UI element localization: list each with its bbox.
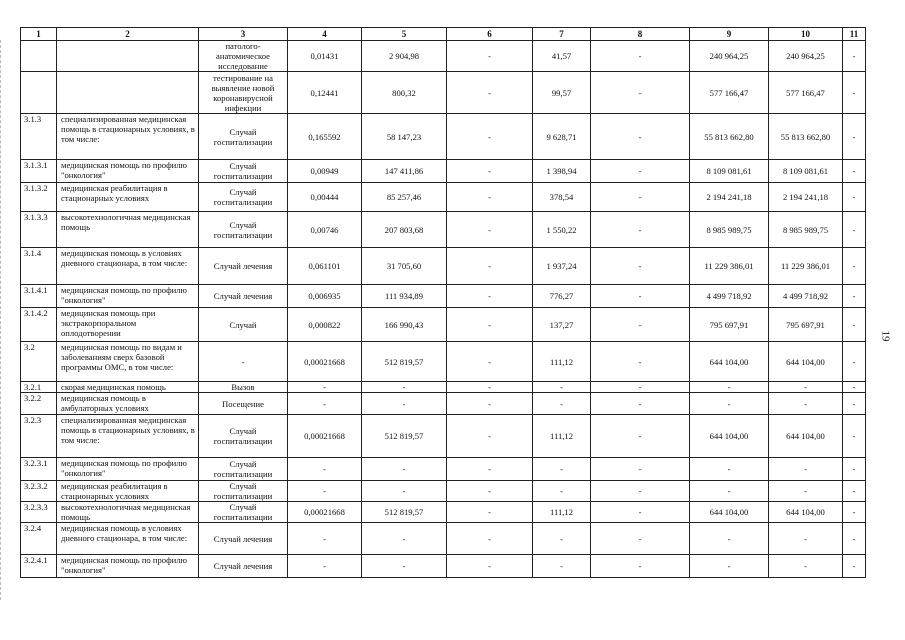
cell-cost-per-unit: 800,32	[362, 72, 447, 114]
cell-cost-per-unit: -	[362, 481, 447, 502]
col-header: 8	[591, 28, 690, 41]
table-row	[21, 393, 866, 415]
cell-col-11: -	[843, 502, 866, 523]
cell-omc-amount: 644 104,00	[769, 342, 843, 382]
cell-cost-per-unit: -	[362, 555, 447, 578]
cell-row-name: медицинская реабилитация в стационарных условиях	[57, 481, 199, 502]
cell-unit: Случай госпитализации	[199, 481, 288, 502]
cell-col-6: -	[447, 481, 533, 502]
cell-row-name: медицинская помощь в амбулаторных условиях	[57, 393, 199, 415]
cell-col-11: -	[843, 41, 866, 72]
table-row	[21, 285, 866, 308]
cell-total-amount: 4 499 718,92	[690, 285, 769, 308]
cell-col-8: -	[591, 160, 690, 183]
cell-volume: -	[288, 393, 362, 415]
cell-cost-per-unit: 512 819,57	[362, 342, 447, 382]
cell-per-capita: 378,54	[533, 183, 591, 212]
cell-col-6: -	[447, 248, 533, 285]
table-body	[21, 28, 866, 578]
cell-col-6: -	[447, 41, 533, 72]
cell-col-11: -	[843, 183, 866, 212]
cell-volume: 0,00444	[288, 183, 362, 212]
cell-unit: Случай госпитализации	[199, 114, 288, 160]
cell-row-name: медицинская помощь по видам и заболеваниям сверх базовой программы ОМС, в том числе:	[57, 342, 199, 382]
cell-omc-amount: -	[769, 523, 843, 555]
cell-volume: 0,12441	[288, 72, 362, 114]
cell-omc-amount: 644 104,00	[769, 415, 843, 458]
cell-total-amount: 644 104,00	[690, 342, 769, 382]
cell-col-8: -	[591, 342, 690, 382]
table-row	[21, 212, 866, 248]
cell-per-capita: 111,12	[533, 502, 591, 523]
col-header: 9	[690, 28, 769, 41]
cell-cost-per-unit: 207 803,68	[362, 212, 447, 248]
cell-col-11: -	[843, 458, 866, 481]
cell-unit: Случай госпитализации	[199, 212, 288, 248]
cell-volume: -	[288, 523, 362, 555]
cell-col-11: -	[843, 248, 866, 285]
cell-col-11: -	[843, 285, 866, 308]
cell-col-8: -	[591, 72, 690, 114]
col-header: 10	[769, 28, 843, 41]
cell-volume: -	[288, 555, 362, 578]
cell-row-code: 3.2.2	[21, 393, 57, 415]
cell-col-11: -	[843, 160, 866, 183]
cell-omc-amount: 4 499 718,92	[769, 285, 843, 308]
cell-row-code: 3.1.4.2	[21, 308, 57, 342]
cell-col-8: -	[591, 183, 690, 212]
cell-col-6: -	[447, 415, 533, 458]
cell-col-8: -	[591, 41, 690, 72]
cell-unit: Случай госпитализации	[199, 502, 288, 523]
cell-col-11: -	[843, 308, 866, 342]
binding-edge	[0, 40, 7, 600]
cell-per-capita: -	[533, 523, 591, 555]
cell-per-capita: 1 550,22	[533, 212, 591, 248]
cell-row-code: 3.1.3.2	[21, 183, 57, 212]
cell-row-code	[21, 72, 57, 114]
cell-row-name: медицинская помощь по профилю "онкология"	[57, 555, 199, 578]
cell-row-code: 3.1.3	[21, 114, 57, 160]
cell-omc-amount: -	[769, 393, 843, 415]
table-row	[21, 481, 866, 502]
cell-row-name: медицинская помощь по профилю "онкология"	[57, 458, 199, 481]
cell-omc-amount: -	[769, 458, 843, 481]
cell-omc-amount: -	[769, 555, 843, 578]
table-row	[21, 41, 866, 72]
cell-per-capita: -	[533, 393, 591, 415]
cell-volume: 0,00021668	[288, 342, 362, 382]
cell-unit: Случай лечения	[199, 248, 288, 285]
cell-row-name: медицинская помощь в условиях дневного стационара, в том числе:	[57, 248, 199, 285]
cell-row-name: скорая медицинская помощь	[57, 382, 199, 393]
cell-col-11: -	[843, 114, 866, 160]
cell-row-name: медицинская помощь при экстракорпоральном оплодотворении	[57, 308, 199, 342]
cell-volume: 0,165592	[288, 114, 362, 160]
cell-total-amount: 644 104,00	[690, 502, 769, 523]
table-row	[21, 308, 866, 342]
cell-omc-amount: 240 964,25	[769, 41, 843, 72]
cell-per-capita: -	[533, 555, 591, 578]
cell-total-amount: 795 697,91	[690, 308, 769, 342]
cell-row-name	[57, 41, 199, 72]
cell-row-code: 3.1.4	[21, 248, 57, 285]
cell-col-8: -	[591, 248, 690, 285]
cell-total-amount: -	[690, 393, 769, 415]
table-row	[21, 458, 866, 481]
cell-total-amount: -	[690, 458, 769, 481]
cell-per-capita: 99,57	[533, 72, 591, 114]
cell-col-6: -	[447, 523, 533, 555]
cell-col-11: -	[843, 555, 866, 578]
col-header: 7	[533, 28, 591, 41]
cell-unit: Вызов	[199, 382, 288, 393]
cell-col-8: -	[591, 308, 690, 342]
cell-row-code: 3.2.4.1	[21, 555, 57, 578]
cell-col-6: -	[447, 160, 533, 183]
table-row	[21, 502, 866, 523]
cell-cost-per-unit: 58 147,23	[362, 114, 447, 160]
cell-omc-amount: 11 229 386,01	[769, 248, 843, 285]
cell-col-11: -	[843, 523, 866, 555]
col-header: 4	[288, 28, 362, 41]
document-sheet	[20, 27, 865, 578]
cell-per-capita: 776,27	[533, 285, 591, 308]
cell-row-code: 3.1.3.1	[21, 160, 57, 183]
cell-col-11: -	[843, 342, 866, 382]
cell-total-amount: 11 229 386,01	[690, 248, 769, 285]
cell-col-11: -	[843, 212, 866, 248]
cell-unit: Случай лечения	[199, 523, 288, 555]
cell-per-capita: 111,12	[533, 342, 591, 382]
cell-omc-amount: 8 985 989,75	[769, 212, 843, 248]
cell-col-11: -	[843, 72, 866, 114]
cell-row-code: 3.1.4.1	[21, 285, 57, 308]
cell-volume: 0,00949	[288, 160, 362, 183]
cell-col-8: -	[591, 415, 690, 458]
cell-col-6: -	[447, 183, 533, 212]
cell-col-8: -	[591, 481, 690, 502]
cell-cost-per-unit: -	[362, 458, 447, 481]
cell-total-amount: -	[690, 382, 769, 393]
cell-total-amount: 2 194 241,18	[690, 183, 769, 212]
col-header: 11	[843, 28, 866, 41]
cell-cost-per-unit: 166 990,43	[362, 308, 447, 342]
cell-cost-per-unit: -	[362, 393, 447, 415]
table-row	[21, 523, 866, 555]
cell-volume: 0,006935	[288, 285, 362, 308]
cell-total-amount: 55 813 662,80	[690, 114, 769, 160]
cell-omc-amount: 795 697,91	[769, 308, 843, 342]
cell-total-amount: -	[690, 523, 769, 555]
cell-row-code: 3.2.3	[21, 415, 57, 458]
cell-unit: Случай лечения	[199, 555, 288, 578]
cell-volume: 0,00746	[288, 212, 362, 248]
cell-unit: Случай госпитализации	[199, 458, 288, 481]
cell-col-6: -	[447, 382, 533, 393]
cell-col-8: -	[591, 502, 690, 523]
cell-volume: 0,00021668	[288, 415, 362, 458]
header-row	[21, 28, 866, 41]
cell-col-8: -	[591, 555, 690, 578]
cell-per-capita: -	[533, 382, 591, 393]
cell-row-code: 3.2.3.3	[21, 502, 57, 523]
cell-col-6: -	[447, 502, 533, 523]
table-row	[21, 415, 866, 458]
col-header: 5	[362, 28, 447, 41]
cell-cost-per-unit: 147 411,86	[362, 160, 447, 183]
cell-col-8: -	[591, 382, 690, 393]
cell-col-8: -	[591, 212, 690, 248]
cell-unit: Случай госпитализации	[199, 160, 288, 183]
cell-volume: -	[288, 382, 362, 393]
cell-col-8: -	[591, 393, 690, 415]
cell-col-11: -	[843, 415, 866, 458]
cell-cost-per-unit: 111 934,89	[362, 285, 447, 308]
col-header: 3	[199, 28, 288, 41]
col-header: 2	[57, 28, 199, 41]
table-row	[21, 183, 866, 212]
table-row	[21, 72, 866, 114]
cell-cost-per-unit: 512 819,57	[362, 502, 447, 523]
cell-row-code: 3.1.3.3	[21, 212, 57, 248]
cell-per-capita: 41,57	[533, 41, 591, 72]
cell-row-name: медицинская помощь по профилю "онкология"	[57, 285, 199, 308]
cell-volume: 0,01431	[288, 41, 362, 72]
cell-per-capita: 137,27	[533, 308, 591, 342]
cell-col-11: -	[843, 393, 866, 415]
cell-row-code	[21, 41, 57, 72]
cell-per-capita: 1 398,94	[533, 160, 591, 183]
cell-row-name: специализированная медицинская помощь в стационарных условиях, в том числе:	[57, 415, 199, 458]
cell-row-name	[57, 72, 199, 114]
table-row	[21, 114, 866, 160]
table-row	[21, 382, 866, 393]
cell-volume: -	[288, 481, 362, 502]
cell-total-amount: 8 109 081,61	[690, 160, 769, 183]
cell-row-code: 3.2	[21, 342, 57, 382]
cell-total-amount: -	[690, 555, 769, 578]
cell-row-name: медицинская реабилитация в стационарных условиях	[57, 183, 199, 212]
cell-col-6: -	[447, 342, 533, 382]
table-row	[21, 248, 866, 285]
cell-col-6: -	[447, 458, 533, 481]
cell-row-code: 3.2.4	[21, 523, 57, 555]
table-row	[21, 342, 866, 382]
cell-omc-amount: 8 109 081,61	[769, 160, 843, 183]
cell-col-8: -	[591, 114, 690, 160]
cell-volume: 0,000822	[288, 308, 362, 342]
cell-omc-amount: 2 194 241,18	[769, 183, 843, 212]
cell-row-code: 3.2.1	[21, 382, 57, 393]
table-row	[21, 555, 866, 578]
cell-per-capita: 1 937,24	[533, 248, 591, 285]
cell-volume: -	[288, 458, 362, 481]
cell-cost-per-unit: 31 705,60	[362, 248, 447, 285]
cell-total-amount: 644 104,00	[690, 415, 769, 458]
cell-omc-amount: 577 166,47	[769, 72, 843, 114]
cell-col-6: -	[447, 285, 533, 308]
cell-col-6: -	[447, 114, 533, 160]
cell-unit: патолого-анатомическое исследование	[199, 41, 288, 72]
cell-total-amount: 8 985 989,75	[690, 212, 769, 248]
cell-omc-amount: -	[769, 382, 843, 393]
cell-row-name: высокотехнологичная медицинская помощь	[57, 212, 199, 248]
cell-unit: Случай лечения	[199, 285, 288, 308]
cell-col-6: -	[447, 212, 533, 248]
cell-col-6: -	[447, 308, 533, 342]
cell-col-11: -	[843, 382, 866, 393]
cell-unit: Случай госпитализации	[199, 183, 288, 212]
cell-unit: Посещение	[199, 393, 288, 415]
cell-per-capita: 111,12	[533, 415, 591, 458]
cell-col-11: -	[843, 481, 866, 502]
cell-col-8: -	[591, 458, 690, 481]
cell-omc-amount: 55 813 662,80	[769, 114, 843, 160]
cell-unit: -	[199, 342, 288, 382]
cell-per-capita: 9 628,71	[533, 114, 591, 160]
cell-volume: 0,061101	[288, 248, 362, 285]
table-row	[21, 160, 866, 183]
cell-cost-per-unit: 85 257,46	[362, 183, 447, 212]
cell-col-6: -	[447, 393, 533, 415]
cell-cost-per-unit: 512 819,57	[362, 415, 447, 458]
page-number: 19	[879, 330, 892, 342]
cell-unit: Случай госпитализации	[199, 415, 288, 458]
cell-cost-per-unit: 2 904,98	[362, 41, 447, 72]
cell-row-name: высокотехнологичная медицинская помощь	[57, 502, 199, 523]
cell-col-8: -	[591, 523, 690, 555]
cell-total-amount: 240 964,25	[690, 41, 769, 72]
cell-unit: Случай	[199, 308, 288, 342]
data-table	[20, 27, 866, 578]
cell-omc-amount: -	[769, 481, 843, 502]
cell-cost-per-unit: -	[362, 382, 447, 393]
col-header: 6	[447, 28, 533, 41]
cell-row-name: медицинская помощь в условиях дневного стационара, в том числе:	[57, 523, 199, 555]
cell-cost-per-unit: -	[362, 523, 447, 555]
cell-row-code: 3.2.3.1	[21, 458, 57, 481]
cell-row-code: 3.2.3.2	[21, 481, 57, 502]
cell-omc-amount: 644 104,00	[769, 502, 843, 523]
cell-col-8: -	[591, 285, 690, 308]
cell-row-name: специализированная медицинская помощь в стационарных условиях, в том числе:	[57, 114, 199, 160]
cell-volume: 0,00021668	[288, 502, 362, 523]
cell-total-amount: -	[690, 481, 769, 502]
cell-row-name: медицинская помощь по профилю "онкология"	[57, 160, 199, 183]
cell-per-capita: -	[533, 458, 591, 481]
cell-col-6: -	[447, 555, 533, 578]
col-header: 1	[21, 28, 57, 41]
cell-per-capita: -	[533, 481, 591, 502]
cell-unit: тестирование на выявление новой коронавирусной инфекции	[199, 72, 288, 114]
cell-total-amount: 577 166,47	[690, 72, 769, 114]
cell-col-6: -	[447, 72, 533, 114]
